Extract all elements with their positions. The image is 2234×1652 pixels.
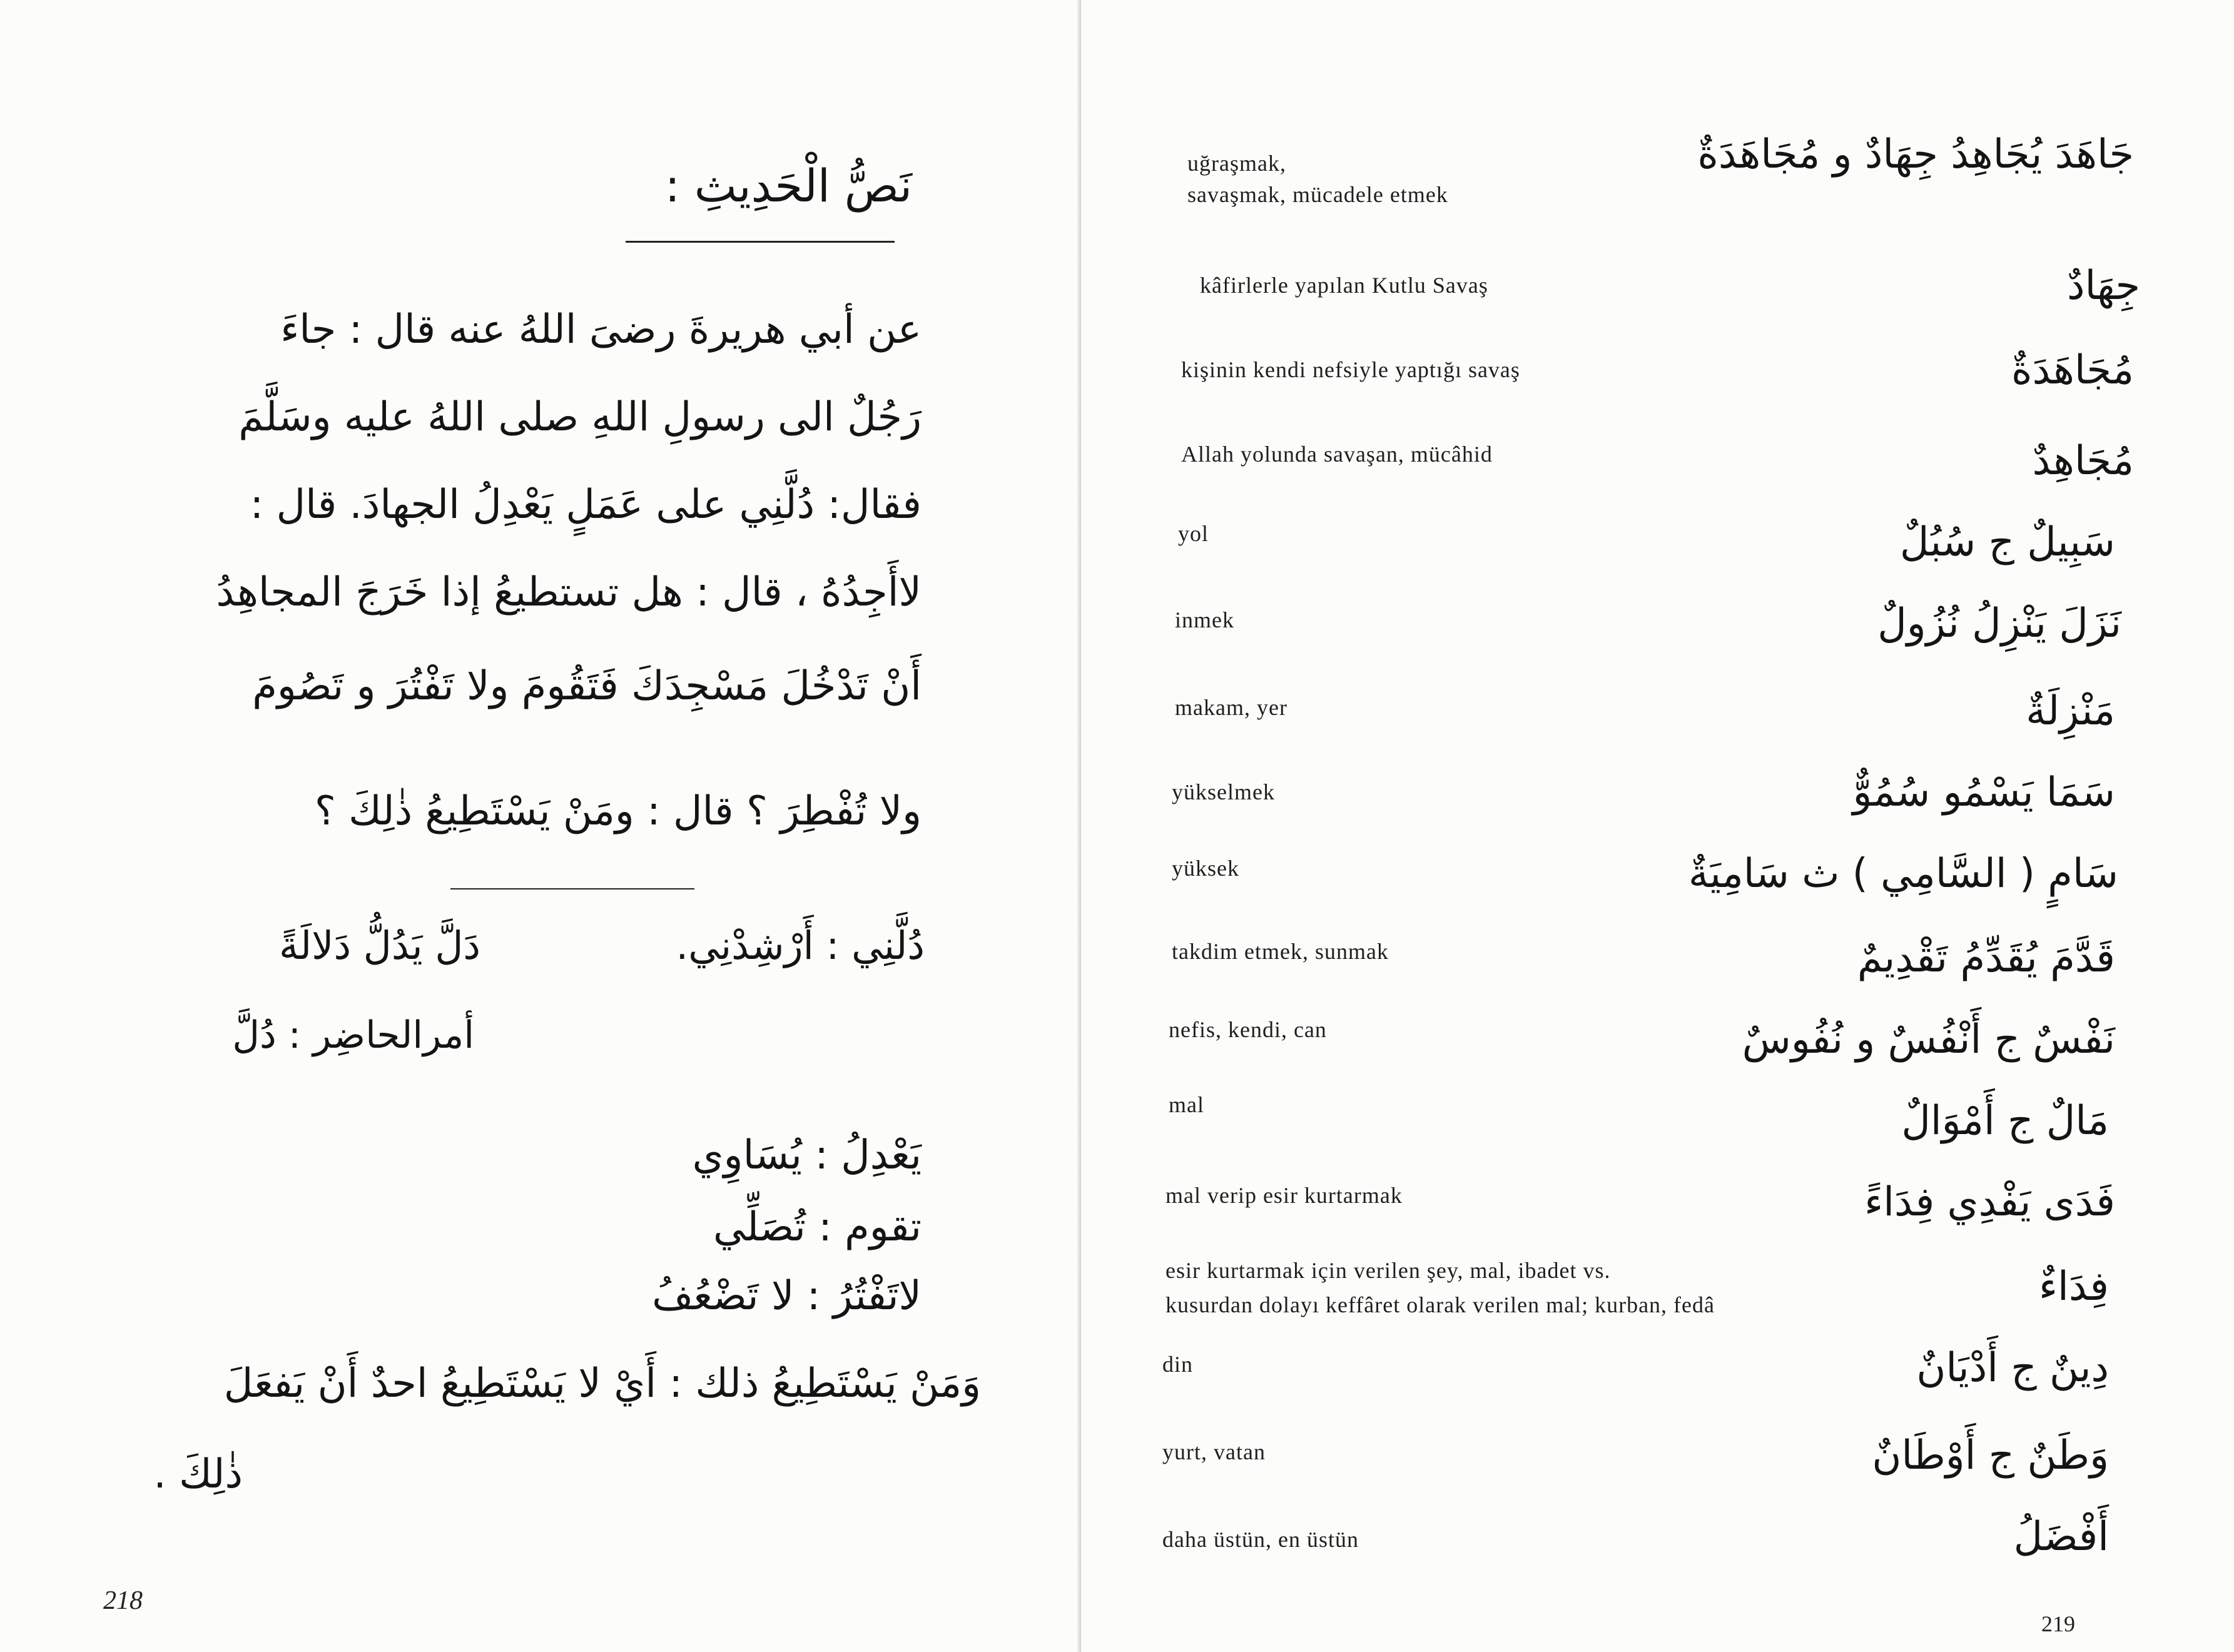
vocab-arabic: أَفْضَلُ [2013, 1514, 2109, 1560]
gloss-imperative: أمرالحاضِر : دُلَّ [232, 1013, 474, 1057]
definition-text: makam, yer [1175, 695, 1287, 720]
vocab-arabic: فَدَى يَفْدِي فِدَاءً [1864, 1179, 2115, 1225]
definition-text: nefis, kendi, can [1169, 1017, 1327, 1042]
definition-text: yurt, vatan [1162, 1439, 1266, 1464]
gloss-line: تقوم : تُصَلِّي [713, 1204, 922, 1250]
gloss-dullani: دُلَّنِي : أَرْشِدْنِي. [676, 923, 925, 968]
section-divider [450, 888, 694, 889]
vocab-arabic: نَفْسٌ ج أَنْفُسٌ و نُفُوسٌ [1742, 1016, 2115, 1063]
hadith-line: رَجُلٌ الى رسولِ اللهِ صلى اللهُ عليه وسَلَّمَ [238, 394, 922, 440]
definition-text: yol [1178, 521, 1209, 546]
hadith-line: ولا تُفْطِرَ ؟ قال : ومَنْ يَسْتَطِيعُ ذٰلِكَ ؟ [314, 788, 922, 834]
hadith-line: عن أبي هريرةَ رضىَ اللهُ عنه قال : جاءَ [280, 307, 922, 353]
definition-text: mal verip esir kurtarmak [1165, 1183, 1403, 1208]
vocab-arabic: سَمَا يَسْمُو سُمُوٌّ [1852, 769, 2115, 816]
page-number: 219 [2041, 1611, 2075, 1636]
vocab-arabic: دِينٌ ج أَدْيَانٌ [1916, 1345, 2109, 1391]
left-page [0, 0, 1081, 1652]
definition-text: mal [1169, 1092, 1204, 1117]
title-underline [626, 241, 895, 243]
vocab-arabic: مَالٌ ج أَمْوَالٌ [1901, 1098, 2109, 1144]
vocab-arabic: نَزَلَ يَنْزِلُ نُزُولٌ [1877, 600, 2121, 647]
definition-text: inmek [1175, 607, 1234, 632]
gloss-dalla: دَلَّ يَدُلُّ دَلالَةً [278, 923, 480, 968]
gloss-line: لاتَفْتُرُ : لا تَضْعُفُ [652, 1273, 922, 1319]
vocab-arabic: سَبِيلٌ ج سُبُلٌ [1899, 519, 2115, 565]
final-line: ذٰلِكَ . [153, 1451, 243, 1497]
hadith-title: نَصُّ الْحَدِيثِ : [664, 160, 912, 212]
definition-text: kusurdan dolayı keffâret olarak verilen mal; kurban, fedâ [1165, 1292, 1715, 1317]
definition-text: uğraşmak, [1187, 151, 1286, 176]
vocab-arabic: جَاهَدَ يُجَاهِدُ جِهَادٌ و مُجَاهَدَةٌ [1697, 131, 2134, 178]
definition-text: din [1162, 1352, 1194, 1377]
vocab-arabic: مُجَاهِدٌ [2032, 438, 2134, 484]
final-line: وَمَنْ يَسْتَطِيعُ ذلك : أَيْ لا يَسْتَطِيعُ احدٌ أَنْ يَفعَلَ [223, 1361, 981, 1407]
definition-text: takdim etmek, sunmak [1172, 939, 1389, 964]
vocab-arabic: فِدَاءٌ [2038, 1264, 2109, 1310]
definition-text: yüksek [1172, 856, 1239, 881]
definition-text: kişinin kendi nefsiyle yaptığı savaş [1181, 357, 1520, 382]
hadith-line: فقال: دُلَّنِي على عَمَلٍ يَعْدِلُ الجهادَ. قال : [250, 482, 922, 528]
vocab-arabic: جِهَادٌ [2066, 263, 2140, 309]
hadith-line: لاأَجِدُهُ ، قال : هل تستطيعُ إذا خَرَجَ المجاهِدُ [216, 569, 922, 616]
vocab-arabic: مَنْزِلَةٌ [2026, 688, 2115, 734]
gloss-line: يَعْدِلُ : يُسَاوِي [692, 1132, 922, 1178]
vocab-arabic: وَطَنٌ ج أَوْطَانٌ [1872, 1432, 2109, 1479]
page-number: 218 [103, 1586, 143, 1615]
vocab-arabic: قَدَّمَ يُقَدِّمُ تَقْدِيمٌ [1857, 935, 2115, 981]
definition-text: daha üstün, en üstün [1162, 1527, 1359, 1552]
definition-text: yükselmek [1172, 779, 1275, 804]
hadith-line: أَنْ تَدْخُلَ مَسْجِدَكَ فَتَقُومَ ولا تَفْتُرَ و تَصُومَ [252, 663, 922, 709]
vocab-arabic: سَامٍ ( السَّامِي ) ث سَامِيَةٌ [1688, 851, 2118, 897]
definition-text: savaşmak, mücadele etmek [1187, 182, 1448, 207]
definition-text: kâfirlerle yapılan Kutlu Savaş [1200, 273, 1488, 298]
vocab-arabic: مُجَاهَدَةٌ [2011, 347, 2134, 393]
definition-text: esir kurtarmak için verilen şey, mal, ibadet vs. [1165, 1258, 1611, 1283]
right-page [1081, 0, 2234, 1652]
definition-text: Allah yolunda savaşan, mücâhid [1181, 442, 1493, 467]
